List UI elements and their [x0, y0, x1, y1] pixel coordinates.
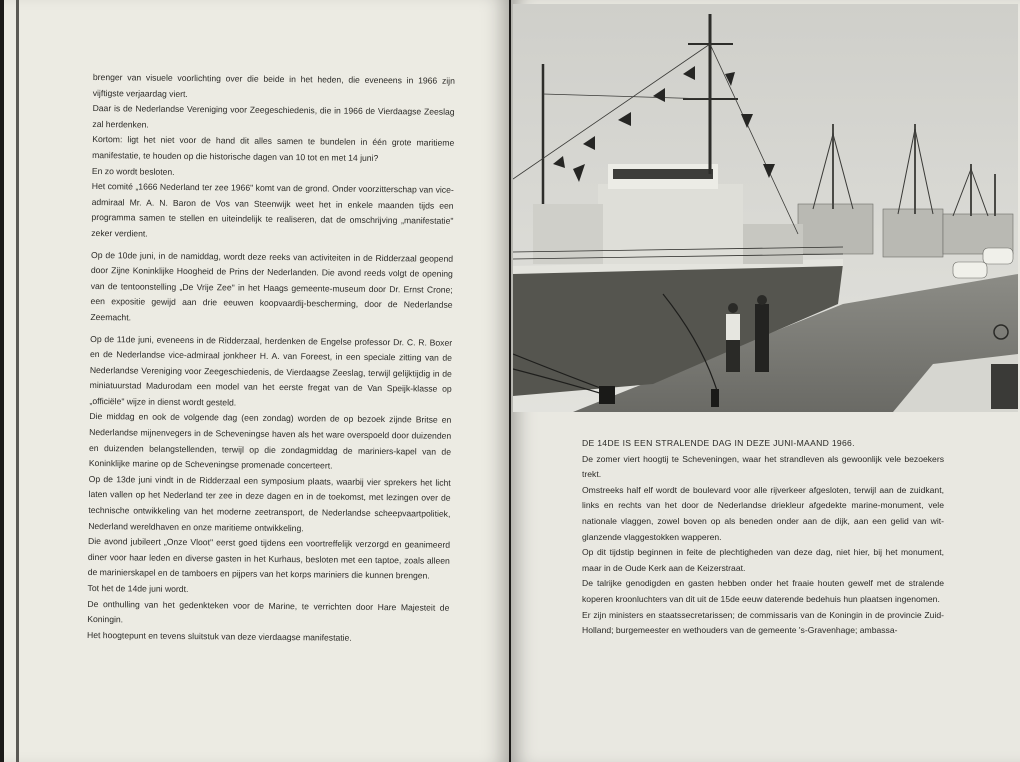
paragraph: En zo wordt besloten.: [91, 165, 175, 177]
caption-heading: DE 14DE IS EEN STRALENDE DAG IN DEZE JUNI-MAAND 1966.: [582, 438, 855, 448]
paragraph: De onthulling van het gedenkteken voor de Marine, te verrichten door Hare Majesteit de Koningin.: [87, 598, 450, 625]
paragraph: Op dit tijdstip beginnen in feite de plechtigheden van deze dag, niet hier, bij het monument, maar in de Oude Kerk aan de Keizerstraat.: [582, 547, 944, 573]
paragraph: De zomer viert hoogtij te Scheveningen, waar het strandleven als gewoonlijk vele bezoekers trekt.: [582, 453, 944, 480]
paragraph: Die avond jubileert „Onze Vloot" eerst goed tijdens een voortreffelijk verzorgd en geanimeerd diner voor haar leden en diverse gasten in het Kurhaus, besloten met een taptoe, zoals alleen de marinierskapel en de tamboers en pijpers van het korps mariniers die kunnen brengen.: [87, 536, 451, 581]
left-text-column: [87, 70, 455, 647]
paragraph: Er zijn ministers en staatssecretarissen; de commissaris van de Koningin in de provincie Zuid-Holland; burgemeester en wethouders van de gemeente 's-Gravenhage; ambassa-: [582, 609, 944, 636]
paragraph: Op de 13de juni vindt in de Ridderzaal een symposium plaats, waarbij vier sprekers het licht laten vallen op het Nederland ter zee in deze dagen en in de toekomst, met lezingen over de technische ontwikkeling van het moderne zeetransport, de Nederlandse scheepvaartpolitiek, Nederland wereldhaven en onze maritieme ontwikkeling.: [88, 473, 451, 533]
photo-caption: [582, 436, 944, 639]
paragraph: Op de 10de juni, in de namiddag, wordt deze reeks van activiteiten in de Ridderzaal geopend door Zijne Koninklijke Hoogheid de Prins der Nederlanden. Die avond reeds volgt de opening van de tentoonstelling „De Vrije Zee" in het Haags gemeente-museum door Dr. Ernst Crone; een expositie gewijd aan drie eeuwen koopvaardij-bescherming, door de Nederlandse Zeemacht.: [90, 249, 454, 323]
paragraph: Tot het de 14de juni wordt.: [87, 582, 189, 595]
paragraph: Op de 11de juni, eveneens in de Ridderzaal, herdenken de Engelse professor Dr. C. R. Boxer en de Nederlandse vice-admiraal jonkheer H. A. van Foreest, in een speciale zitting van de Nederlandse Vereniging voor Zeegeschiedenis, de Vierdaagse Zeeslag, terwijl gelijktijdig in de miniatuurstad Madurodam een model van het eerste fregat van de Van Speijk-klasse op „officiële" wijze in dienst wordt gesteld.: [89, 333, 453, 408]
paragraph: Kortom: ligt het niet voor de hand dit alles samen te bundelen in één grote maritieme manifestatie, te houden op die historische dagen van 10 tot en met 14 juni?: [92, 134, 455, 163]
paragraph: Het comité „1666 Nederland ter zee 1966" komt van de grond. Onder voorzitterschap van vice-admiraal Mr. A. N. Baron de Vos van Steenwijk weet het in enkele maanden tijds een programma samen te stellen en uiteindelijk te realiseren, dat de omschrijving „manifestatie" zeker verdient.: [91, 181, 454, 239]
paragraph: Omstreeks half elf wordt de boulevard voor alle rijverkeer afgesloten, terwijl aan de zuidkant, links en rechts van het door de Nederlandse driekleur afgedekte marine-monument, vele nationale vlaggen, zowel boven op als beneden onder aan de dijk, aan een gelid van wit-glanzende vlaggestokken wapperen.: [582, 484, 944, 542]
paragraph: Daar is de Nederlandse Vereniging voor Zeegeschiedenis, die in 1966 de Vierdaagse Zeeslag zal herdenken.: [92, 103, 455, 130]
paragraph: brenger van visuele voorlichting over die beide in het heden, die eveneens in 1966 zijn vijftigste verjaardag viert.: [92, 71, 455, 99]
paragraph: De talrijke genodigden en gasten hebben onder het fraaie houten gewelf met de stralende koperen kroonluchters van dit uit de 15de eeuw daterende bedehuis hun plaatsen ingenomen.: [582, 578, 944, 604]
page-edge: [16, 0, 19, 762]
paragraph: Die middag en ook de volgende dag (een zondag) worden de op bezoek zijnde Britse en Nederlandse mijnenvegers in de Scheveningse haven als het ware overspoeld door duizenden en duizenden belangstellenden, terwijl op die zondagmiddag de mariniers-kapel van de Koninklijke marine op de Scheveningse promenade concerteert.: [88, 411, 452, 471]
paragraph: Het hoogtepunt en tevens sluitstuk van deze vierdaagse manifestatie.: [87, 629, 352, 643]
harbor-photo: [513, 4, 1018, 412]
